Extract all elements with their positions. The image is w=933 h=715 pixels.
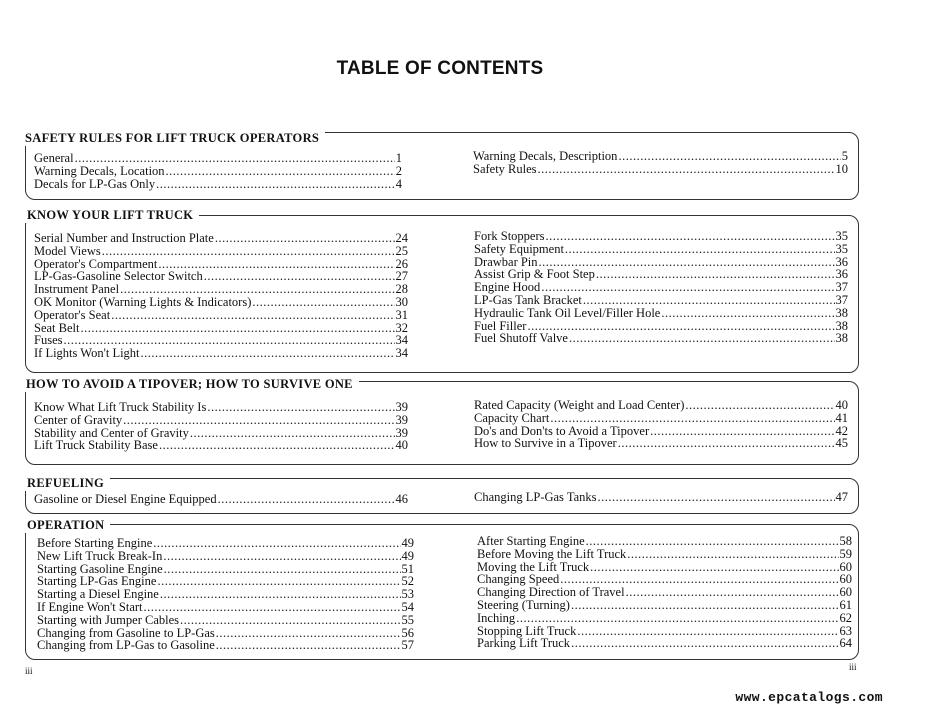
toc-entry — [34, 152, 402, 165]
toc-entry-label: Parking Lift Truck — [477, 636, 571, 651]
toc-entry-page: 49 — [401, 536, 414, 550]
toc-entry-label: Decals for LP-Gas Only — [34, 176, 156, 191]
page-number-right: iii — [849, 662, 857, 672]
toc-entry-page: 51 — [401, 561, 414, 576]
toc-entry-label: Before Starting Engine — [37, 536, 153, 550]
toc-entry-page: 34 — [395, 333, 408, 348]
page-number-left: iii — [25, 666, 33, 676]
toc-entry-page: 28 — [395, 282, 408, 297]
toc-entry-label: General — [34, 151, 74, 165]
toc-entry-page: 34 — [395, 346, 408, 361]
dot-leader — [626, 586, 839, 599]
toc-entry — [474, 491, 848, 504]
toc-entry — [37, 550, 414, 563]
toc-entry — [34, 401, 408, 414]
toc-entry-page: 49 — [401, 548, 414, 563]
toc-entry — [473, 150, 848, 163]
dot-leader — [164, 563, 401, 576]
dot-leader — [207, 401, 394, 414]
toc-entry-page: 54 — [401, 599, 414, 614]
toc-entry-page: 27 — [395, 269, 408, 284]
toc-right-column — [474, 230, 848, 345]
toc-entry-label: Changing LP-Gas Tanks — [474, 490, 597, 504]
toc-entry — [34, 245, 408, 258]
toc-entry-label: Inching — [477, 610, 516, 625]
toc-entry-label: Changing Speed — [477, 572, 560, 587]
toc-entry-label: Do's and Don'ts to Avoid a Tipover — [474, 423, 650, 438]
toc-entry-page: 47 — [835, 490, 848, 504]
dot-leader — [160, 588, 401, 601]
toc-entry-label: Gasoline or Diesel Engine Equipped — [34, 492, 217, 506]
section-heading: KNOW YOUR LIFT TRUCK — [25, 208, 199, 223]
section-heading: OPERATION — [25, 518, 110, 533]
dot-leader — [156, 178, 395, 191]
dot-leader — [159, 439, 395, 452]
toc-entry-page: 52 — [401, 574, 414, 589]
dot-leader — [538, 163, 835, 176]
dot-leader — [216, 627, 401, 640]
toc-entry-label: Operator's Compartment — [34, 256, 158, 271]
toc-entry-page: 38 — [835, 305, 848, 320]
toc-entry-label: Fuel Shutoff Valve — [474, 331, 568, 346]
toc-entry — [34, 322, 408, 335]
toc-right-column — [474, 399, 848, 450]
toc-entry-page: 62 — [839, 610, 852, 625]
toc-entry-page: 31 — [395, 307, 408, 322]
dot-leader — [598, 491, 835, 504]
dot-leader — [586, 535, 839, 548]
toc-entry-page: 59 — [839, 546, 852, 561]
toc-entry — [34, 347, 408, 360]
toc-entry-label: If Engine Won't Start — [37, 599, 143, 614]
page-title: TABLE OF CONTENTS — [336, 58, 544, 79]
toc-entry-label: Serial Number and Instruction Plate — [34, 231, 214, 245]
toc-entry-label: Starting Gasoline Engine — [37, 561, 163, 576]
toc-entry-page: 5 — [841, 149, 848, 163]
toc-entry-label: Capacity Chart — [474, 410, 550, 425]
dot-leader — [215, 232, 395, 245]
toc-entry-page: 63 — [839, 623, 852, 638]
toc-entry-page: 42 — [835, 423, 848, 438]
dot-leader — [218, 493, 395, 506]
toc-entry-label: LP-Gas Tank Bracket — [474, 292, 582, 307]
toc-entry-label: LP-Gas-Gasoline Selector Switch — [34, 269, 203, 284]
toc-entry — [37, 537, 414, 550]
toc-entry-page: 41 — [835, 410, 848, 425]
dot-leader — [571, 637, 838, 650]
toc-entry-label: After Starting Engine — [477, 534, 585, 548]
toc-entry — [34, 439, 408, 452]
toc-entry-label: Stability and Center of Gravity — [34, 425, 189, 440]
toc-entry-label: Seat Belt — [34, 320, 80, 335]
dot-leader — [516, 612, 838, 625]
toc-entry-page: 36 — [835, 267, 848, 282]
toc-entry-label: Hydraulic Tank Oil Level/Filler Hole — [474, 305, 661, 320]
toc-entry-page: 40 — [395, 438, 408, 453]
toc-entry-page: 1 — [395, 151, 402, 165]
toc-entry — [34, 178, 402, 191]
toc-entry-page: 39 — [395, 400, 408, 414]
toc-entry-label: Fuses — [34, 333, 63, 348]
section-operation — [25, 518, 859, 660]
toc-entry — [34, 296, 408, 309]
dot-leader — [565, 243, 835, 256]
dot-leader — [80, 322, 394, 335]
toc-entry-page: 60 — [839, 585, 852, 600]
toc-entry-page: 30 — [395, 294, 408, 309]
toc-entry — [474, 307, 848, 320]
toc-entry-label: Fuel Filler — [474, 318, 527, 333]
toc-entry-label: Starting LP-Gas Engine — [37, 574, 157, 589]
toc-right-column — [477, 535, 852, 650]
toc-entry — [34, 165, 402, 178]
dot-leader — [190, 427, 395, 440]
toc-entry-page: 55 — [401, 612, 414, 627]
dot-leader — [618, 150, 840, 163]
toc-entry-page: 32 — [395, 320, 408, 335]
toc-right-column — [474, 491, 848, 504]
toc-entry-label: Safety Rules — [473, 161, 537, 176]
toc-entry-label: Lift Truck Stability Base — [34, 438, 158, 453]
toc-entry — [477, 637, 852, 650]
toc-entry — [34, 309, 408, 322]
toc-entry-label: Engine Hood — [474, 280, 541, 295]
toc-entry-page: 40 — [835, 398, 848, 412]
toc-entry-page: 58 — [839, 534, 852, 548]
toc-entry-page: 39 — [395, 412, 408, 427]
dot-leader — [550, 412, 834, 425]
toc-entry — [34, 414, 408, 427]
toc-entry — [474, 399, 848, 412]
toc-right-column — [473, 150, 848, 176]
dot-leader — [571, 599, 839, 612]
section-safety-rules — [25, 132, 859, 200]
dot-leader — [541, 281, 834, 294]
toc-entry-label: Starting with Jumper Cables — [37, 612, 179, 627]
toc-entry-page: 60 — [839, 559, 852, 574]
section-tipover — [25, 377, 859, 465]
toc-entry-label: Warning Decals, Location — [34, 163, 165, 178]
toc-entry-page: 35 — [835, 241, 848, 256]
toc-entry-label: If Lights Won't Light — [34, 346, 140, 361]
dot-leader — [216, 639, 401, 652]
toc-entry-label: Before Moving the Lift Truck — [477, 546, 627, 561]
toc-entry-page: 61 — [839, 597, 852, 612]
toc-entry — [37, 601, 414, 614]
section-heading: SAFETY RULES FOR LIFT TRUCK OPERATORS — [23, 131, 325, 146]
toc-entry-page: 25 — [395, 243, 408, 258]
dot-leader — [75, 152, 395, 165]
toc-entry-page: 45 — [835, 436, 848, 451]
toc-entry-page: 37 — [835, 280, 848, 295]
dot-leader — [102, 245, 395, 258]
dot-leader — [204, 270, 395, 283]
toc-entry-page: 53 — [401, 587, 414, 602]
dot-leader — [546, 230, 835, 243]
toc-entry-label: Changing Direction of Travel — [477, 585, 625, 600]
toc-entry-page: 35 — [835, 229, 848, 243]
toc-entry-page: 36 — [835, 254, 848, 269]
toc-entry-page: 10 — [835, 161, 848, 176]
toc-entry-label: OK Monitor (Warning Lights & Indicators) — [34, 294, 252, 309]
toc-entry-page: 39 — [395, 425, 408, 440]
section-heading: REFUELING — [25, 476, 110, 491]
toc-entry — [477, 548, 852, 561]
toc-entry — [37, 639, 414, 652]
toc-entry-label: Safety Equipment — [474, 241, 564, 256]
dot-leader — [650, 425, 834, 438]
toc-entry-label: Starting a Diesel Engine — [37, 587, 159, 602]
toc-entry-label: Fork Stoppers — [474, 229, 545, 243]
toc-entry-page: 37 — [835, 292, 848, 307]
toc-entry-page: 46 — [395, 492, 408, 506]
toc-entry-label: How to Survive in a Tipover — [474, 436, 617, 451]
toc-entry-page: 56 — [401, 625, 414, 640]
dot-leader — [166, 165, 395, 178]
toc-entry — [474, 230, 848, 243]
section-heading: HOW TO AVOID A TIPOVER; HOW TO SURVIVE ONE — [24, 377, 359, 392]
dot-leader — [180, 614, 401, 627]
dot-leader — [577, 625, 838, 638]
dot-leader — [153, 537, 400, 550]
dot-leader — [141, 347, 395, 360]
toc-entry-label: Know What Lift Truck Stability Is — [34, 400, 207, 414]
dot-leader — [583, 294, 835, 307]
toc-entry — [477, 599, 852, 612]
toc-entry-page: 4 — [395, 176, 402, 191]
toc-entry — [474, 412, 848, 425]
dot-leader — [569, 332, 835, 345]
toc-entry — [477, 535, 852, 548]
dot-leader — [618, 437, 835, 450]
dot-leader — [163, 550, 400, 563]
toc-entry-page: 38 — [835, 331, 848, 346]
dot-leader — [661, 307, 834, 320]
dot-leader — [157, 575, 400, 588]
toc-entry-page: 26 — [395, 256, 408, 271]
toc-entry-label: Steering (Turning) — [477, 597, 570, 612]
dot-leader — [627, 548, 838, 561]
section-know-your-lift-truck — [25, 208, 859, 373]
dot-leader — [596, 268, 835, 281]
dot-leader — [685, 399, 834, 412]
toc-entry — [37, 614, 414, 627]
toc-entry-page: 2 — [395, 163, 402, 178]
toc-left-column — [34, 401, 408, 452]
toc-entry-page: 24 — [395, 231, 408, 245]
toc-entry — [34, 493, 408, 506]
dot-leader — [527, 320, 834, 333]
toc-entry-page: 60 — [839, 572, 852, 587]
toc-left-column — [34, 493, 408, 506]
toc-left-column — [34, 152, 402, 190]
dot-leader — [123, 414, 394, 427]
toc-entry-label: Moving the Lift Truck — [477, 559, 590, 574]
toc-entry — [477, 612, 852, 625]
toc-entry-label: Center of Gravity — [34, 412, 123, 427]
toc-entry-page: 64 — [839, 636, 852, 651]
toc-entry-label: Assist Grip & Foot Step — [474, 267, 595, 282]
toc-entry-label: Instrument Panel — [34, 282, 120, 297]
dot-leader — [252, 296, 394, 309]
toc-entry-label: Changing from LP-Gas to Gasoline — [37, 638, 215, 653]
toc-entry-label: New Lift Truck Break-In — [37, 548, 163, 563]
toc-entry-page: 57 — [401, 638, 414, 653]
toc-left-column — [34, 232, 408, 360]
toc-entry-label: Changing from Gasoline to LP-Gas — [37, 625, 215, 640]
section-refueling — [25, 478, 859, 514]
toc-left-column — [37, 537, 414, 652]
toc-entry-label: Model Views — [34, 243, 101, 258]
toc-entry — [474, 332, 848, 345]
toc-entry-label: Stopping Lift Truck — [477, 623, 577, 638]
toc-entry-label: Drawbar Pin — [474, 254, 538, 269]
toc-entry — [474, 294, 848, 307]
toc-entry — [34, 232, 408, 245]
toc-entry-page: 38 — [835, 318, 848, 333]
watermark: www.epcatalogs.com — [735, 690, 883, 705]
toc-entry-label: Rated Capacity (Weight and Load Center) — [474, 398, 685, 412]
dot-leader — [144, 601, 401, 614]
dot-leader — [590, 561, 838, 574]
toc-entry-label: Warning Decals, Description — [473, 149, 618, 163]
toc-entry — [474, 243, 848, 256]
dot-leader — [111, 309, 394, 322]
toc-entry — [474, 437, 848, 450]
toc-entry-label: Operator's Seat — [34, 307, 111, 322]
toc-entry — [473, 163, 848, 176]
